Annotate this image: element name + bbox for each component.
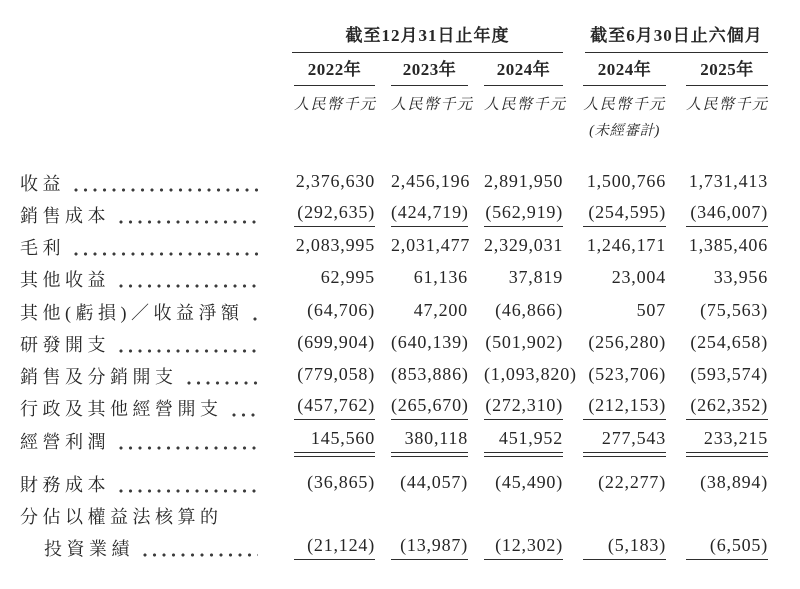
table-row-operating-profit (20, 420, 768, 453)
dot-leader (74, 252, 258, 256)
table-row-cost-of-sales (20, 195, 768, 227)
value-cell: (562,919) (484, 203, 563, 227)
dot-leader (119, 446, 258, 450)
year-header-2025: 2025年 (686, 55, 768, 86)
row-label: 分佔以權益法核算的 (20, 507, 223, 528)
year-header-row (20, 53, 768, 86)
value-cell: 2,329,031 (484, 235, 564, 256)
period-group-row (20, 12, 768, 53)
value-cell: (272,310) (484, 396, 563, 420)
value-cell: (6,505) (686, 536, 768, 560)
row-label: 其他(虧損)／收益淨額 (20, 303, 244, 324)
row-label: 行政及其他經營開支 (20, 399, 223, 420)
dot-leader (253, 317, 259, 321)
table-row-finance-costs (20, 453, 768, 496)
dot-leader (143, 553, 258, 557)
row-label: 銷售及分銷開支 (20, 367, 178, 388)
value-cell: 1,500,766 (586, 171, 667, 192)
value-cell: (262,352) (686, 396, 768, 420)
value-cell: (346,007) (686, 203, 768, 227)
value-cell: (212,153) (583, 396, 666, 420)
value-cell: 62,995 (320, 267, 375, 288)
value-cell: (75,563) (700, 300, 769, 321)
year-header-2022: 2022年 (294, 55, 375, 86)
dot-leader (187, 381, 259, 385)
table-row-share-of-results-values (20, 528, 768, 560)
row-label: 財務成本 (20, 475, 110, 496)
dot-leader (119, 349, 258, 353)
dot-leader (119, 220, 258, 224)
value-cell: 61,136 (413, 267, 468, 288)
value-cell: (424,719) (391, 203, 468, 227)
value-cell: (21,124) (294, 536, 375, 560)
value-cell: 277,543 (583, 429, 666, 453)
value-cell: (501,902) (485, 332, 564, 353)
value-cell: (640,139) (391, 332, 469, 353)
value-cell: 1,246,171 (586, 235, 667, 256)
value-cell: 2,083,995 (295, 235, 375, 256)
row-label: 毛利 (20, 238, 65, 259)
value-cell: (853,886) (391, 364, 469, 385)
value-cell: (38,894) (700, 472, 769, 493)
value-cell: (292,635) (294, 203, 375, 227)
table-row-selling-distribution-expenses (20, 356, 768, 388)
value-cell: (36,865) (307, 472, 375, 493)
row-label: 銷售成本 (20, 206, 110, 227)
value-cell: 507 (636, 300, 667, 321)
currency-unit-row (20, 86, 768, 140)
value-cell: 2,456,196 (391, 171, 471, 192)
currency-unit-label: 人民幣千元 (686, 97, 769, 113)
value-cell: (12,302) (484, 536, 563, 560)
value-cell: (44,057) (400, 472, 468, 493)
value-cell: 47,200 (413, 300, 468, 321)
value-cell: 451,952 (484, 429, 563, 453)
value-cell: 2,031,477 (391, 235, 471, 256)
value-cell: (699,904) (297, 332, 375, 353)
value-cell: (265,670) (391, 396, 468, 420)
table-row-other-net-gains-losses (20, 291, 768, 324)
value-cell: 233,215 (686, 429, 768, 453)
value-cell: 2,891,950 (484, 171, 564, 192)
table-row-gross-profit (20, 227, 768, 259)
table-row-share-of-results-label (20, 496, 768, 528)
value-cell: (593,574) (690, 364, 769, 385)
currency-unit-label: 人民幣千元 (294, 97, 377, 113)
value-cell: 145,560 (294, 429, 375, 453)
dot-leader (119, 284, 258, 288)
value-cell: (254,658) (690, 332, 769, 353)
value-cell: (22,277) (598, 472, 667, 493)
value-cell: 380,118 (391, 429, 468, 453)
currency-unit-label: 人民幣千元 (583, 97, 666, 113)
value-cell: (256,280) (588, 332, 667, 353)
row-label: 研發開支 (20, 335, 110, 356)
value-cell: (5,183) (583, 536, 666, 560)
value-cell: 23,004 (611, 267, 667, 288)
table-row-admin-other-operating-expenses (20, 388, 768, 420)
value-cell: (1,093,820) (484, 364, 577, 385)
income-statement-table (20, 12, 768, 560)
value-cell: (457,762) (294, 396, 375, 420)
annual-period-header: 截至12月31日止年度 (292, 21, 563, 53)
value-cell: (64,706) (307, 300, 375, 321)
dot-leader (232, 413, 259, 417)
interim-period-header: 截至6月30日止六個月 (585, 21, 768, 53)
value-cell: (523,706) (588, 364, 667, 385)
value-cell: 33,956 (713, 267, 769, 288)
value-cell: 2,376,630 (295, 171, 375, 192)
value-cell: 1,385,406 (688, 235, 769, 256)
row-label: 其他收益 (20, 270, 110, 291)
value-cell: (254,595) (583, 203, 666, 227)
value-cell: 1,731,413 (688, 171, 769, 192)
year-header-2023: 2023年 (391, 55, 468, 86)
currency-unit-label: 人民幣千元 (484, 97, 567, 113)
year-header-2024: 2024年 (484, 55, 563, 86)
year-header-2024-interim: 2024年 (583, 55, 666, 86)
table-row-rd-expenses (20, 324, 768, 356)
value-cell: (13,987) (391, 536, 468, 560)
value-cell: (779,058) (297, 364, 375, 385)
row-label: 經營利潤 (20, 432, 110, 453)
table-row-other-income (20, 259, 768, 291)
value-cell: (46,866) (495, 300, 564, 321)
row-label: 收益 (20, 174, 65, 195)
table-row-revenue (20, 140, 768, 195)
row-label: 投資業績 (44, 539, 134, 560)
currency-unit-label: 人民幣千元 (391, 97, 474, 113)
value-cell: (45,490) (495, 472, 564, 493)
unaudited-note: (未經審計) (589, 123, 660, 139)
value-cell: 37,819 (508, 267, 564, 288)
dot-leader (74, 188, 258, 192)
dot-leader (119, 489, 258, 493)
